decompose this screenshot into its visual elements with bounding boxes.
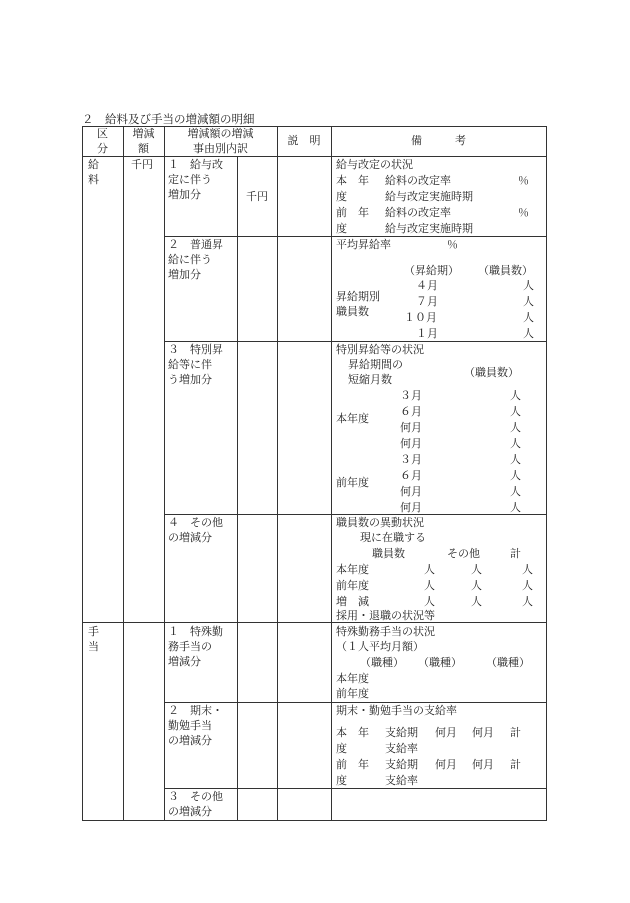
reason-tokubetsu-shokyu: ３ 特別昇 給等に伴 う増加分 <box>168 343 223 386</box>
amount-unit: 千円 <box>131 158 153 171</box>
header-biko: 備 考 <box>411 134 466 147</box>
kubun-teate: 手 当 <box>88 625 99 653</box>
reason-unit: 千円 <box>246 190 268 203</box>
reason-kyuyo-kaitei: １ 給与改 定に伴う 増加分 <box>168 158 223 201</box>
reason-sonota-kyuryo: ４ その他 の増減分 <box>168 516 223 544</box>
kubun-kyuryo: 給 料 <box>88 158 99 186</box>
page-title: ２ 給料及び手当の増減額の明細 <box>82 112 255 126</box>
header-setsumei: 説 明 <box>287 134 321 147</box>
reason-kimatsu-kinben: ２ 期末・ 勤勉手当 の増減分 <box>168 704 223 747</box>
header-jiyu: 増減額の増減 事由別内訳 <box>187 127 254 155</box>
reason-futsu-shokyu: ２ 普通昇 給に伴う 増加分 <box>168 238 223 281</box>
reason-sonota-teate: ３ その他 の増減分 <box>168 790 223 818</box>
header-kubun: 区 分 <box>97 127 108 155</box>
header-zougen: 増減 額 <box>132 127 155 155</box>
reason-tokushu-kinmu: １ 特殊勤 務手当の 増減分 <box>168 625 223 668</box>
